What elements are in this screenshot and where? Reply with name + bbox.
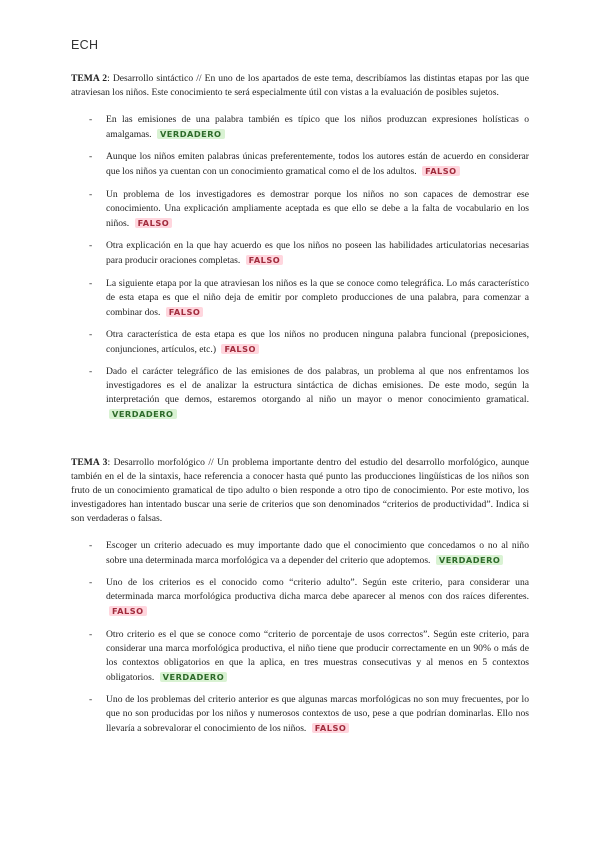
item-text: Dado el carácter telegráfico de las emisiones de dos palabras, un problema al que nos enfrentamos los investigadores es el de analizar la estructura sintáctica de dichas emisiones. De este modo, según la interpretación que demos, estaremos otorgando al niño un mayor o menor conocimiento gramatical. <box>106 366 529 406</box>
tema3-intro <box>71 456 529 526</box>
tema3-title: TEMA 3 <box>71 457 108 468</box>
tema3-item-1: - Escoger un criterio adecuado es muy importante dado que el conocimiento que concedamos o no al niño sobre una determinada marca morfológica va a depender del criterio que adoptemos. VERDADERO <box>89 540 529 566</box>
tema2-item-3: - Un problema de los investigadores es demostrar porque los niños no son capaces de demostrar ese conocimiento. Una explicación ampliamente aceptada es que ello se debe a la falta de vocabulario en los niños. FALSO <box>89 188 529 229</box>
item-text: Otro criterio es el que se conoce como “criterio de porcentaje de usos correctos”. Según este criterio, para considerar una marca morfológica productiva, el niño tiene que producir correctamente en un 90% o más de los contextos obligatorios en que la aplica, en tres muestras consecutivas y al menos en 5 contextos obligatorios. <box>106 628 529 683</box>
tema2-item-7: - Dado el carácter telegráfico de las emisiones de dos palabras, un problema al que nos enfrentamos los investigadores es el de analizar la estructura sintáctica de dichas emisiones. De este modo, según la interpretación que demos, estaremos otorgando al niño un mayor o menor conocimiento gramatical. VERDADERO <box>89 366 529 420</box>
item-text: Otra característica de esta etapa es que los niños no producen ninguna palabra funcional (preposiciones, conjunciones, artículos, etc.) <box>106 328 529 355</box>
page-header: ECH <box>71 38 99 52</box>
answer-badge: VERDADERO <box>109 409 177 419</box>
item-text: Un problema de los investigadores es demostrar porque los niños no son capaces de demostrar ese conocimiento. Una explicación ampliamente aceptada es que ello se debe a la falta de vocabulario en los niños. <box>106 188 529 229</box>
tema3-item-3: - Otro criterio es el que se conoce como “criterio de porcentaje de usos correctos”. Según este criterio, para considerar una marca morfológica productiva, el niño tiene que producir correctamente en un 90% o más de los contextos obligatorios en que la aplica, en tres muestras consecutivas y al menos en 5 contextos obligatorios. VERDADERO <box>89 628 529 683</box>
tema2-item-4: - Otra explicación en la que hay acuerdo es que los niños no poseen las habilidades articulatorias necesarias para producir oraciones completas. FALSO <box>89 240 529 267</box>
item-text: Otra explicación en la que hay acuerdo es que los niños no poseen las habilidades articulatorias necesarias para producir oraciones completas. <box>106 240 529 267</box>
tema3-list <box>71 539 529 736</box>
tema2-item-1: - En las emisiones de una palabra también es típico que los niños produzcan expresiones holísticas o amalgamas. VERDADERO <box>89 114 529 140</box>
tema2-item-6: - Otra característica de esta etapa es que los niños no producen ninguna palabra funcional (preposiciones, conjunciones, artículos, etc.) FALSO <box>89 328 529 355</box>
tema2-list <box>71 113 529 422</box>
answer-badge: FALSO <box>166 307 204 317</box>
answer-badge: VERDADERO <box>436 555 504 565</box>
item-text: Uno de los criterios es el conocido como “criterio adulto”. Según este criterio, para considerar una determinada marca morfológica productiva dicha marca debe aparecer al menos con dos raíces diferentes. <box>106 577 529 603</box>
answer-badge: FALSO <box>312 723 350 733</box>
answer-badge: FALSO <box>422 166 460 176</box>
answer-badge: FALSO <box>246 255 284 265</box>
answer-badge: VERDADERO <box>157 129 225 139</box>
tema3-intro-text: : Desarrollo morfológico // Un problema importante dentro del estudio del desarrollo morfológico, aunque también en el de la sintaxis, hace referencia a conocer hasta qué punto las producciones lingüísticas de los niños son fruto de un conocimiento gramatical de tipo adulto o bien responde a otro tipo de conocimiento. Por este motivo, los investigadores han intentado buscar una serie de criterios que son denominados “criterios de productividad”. Indica si son verdaderas o falsas. <box>71 457 529 524</box>
tema2-intro-text: : Desarrollo sintáctico // En uno de los apartados de este tema, describíamos las distintas etapas por las que atraviesan los niños. Este conocimiento te será especialmente útil con vistas a la evaluación de posibles sujetos. <box>71 73 529 98</box>
answer-badge: FALSO <box>109 606 147 616</box>
answer-badge: FALSO <box>135 218 173 228</box>
tema3-section <box>71 456 529 745</box>
tema3-item-4: - Uno de los problemas del criterio anterior es que algunas marcas morfológicas no son muy frecuentes, por lo que no son producidas por los niños y numerosos contextos de uso, pese a que podrían dominarlas. Ello nos llevaría a sobrevalorar el conocimiento de los niños. FALSO <box>89 694 529 735</box>
item-text: En las emisiones de una palabra también es típico que los niños produzcan expresiones holísticas o amalgamas. <box>106 114 529 140</box>
tema3-item-2: - Uno de los criterios es el conocido como “criterio adulto”. Según este criterio, para considerar una determinada marca morfológica productiva dicha marca debe aparecer al menos con dos raíces diferentes. FALSO <box>89 577 529 617</box>
tema2-item-2: - Aunque los niños emiten palabras únicas preferentemente, todos los autores están de acuerdo en considerar que los niños ya cuentan con un conocimiento gramatical como el de los adultos. FALSO <box>89 151 529 178</box>
tema2-intro <box>71 72 529 100</box>
item-text: Aunque los niños emiten palabras únicas preferentemente, todos los autores están de acuerdo en considerar que los niños ya cuentan con un conocimiento gramatical como el de los adultos. <box>106 151 529 178</box>
item-text: Escoger un criterio adecuado es muy importante dado que el conocimiento que concedamos o no al niño sobre una determinada marca morfológica va a depender del criterio que adoptemos. <box>106 540 529 566</box>
item-text: La siguiente etapa por la que atraviesan los niños es la que se conoce como telegráfica. Lo más característico de esta etapa es que el niño deja de emitir por completo producciones de una palabra, para comenzar a combinar dos. <box>106 277 529 318</box>
tema2-section <box>71 72 529 431</box>
tema2-title: TEMA 2 <box>71 73 108 84</box>
item-text: Uno de los problemas del criterio anterior es que algunas marcas morfológicas no son muy frecuentes, por lo que no son producidas por los niños y numerosos contextos de uso, pese a que podrían dominarlas. Ello nos llevaría a sobrevalorar el conocimiento de los niños. <box>106 694 529 735</box>
tema2-item-5: - La siguiente etapa por la que atraviesan los niños es la que se conoce como telegráfica. Lo más característico de esta etapa es que el niño deja de emitir por completo producciones de una palabra, para comenzar a combinar dos. FALSO <box>89 277 529 318</box>
answer-badge: FALSO <box>221 344 259 354</box>
answer-badge: VERDADERO <box>160 672 228 682</box>
